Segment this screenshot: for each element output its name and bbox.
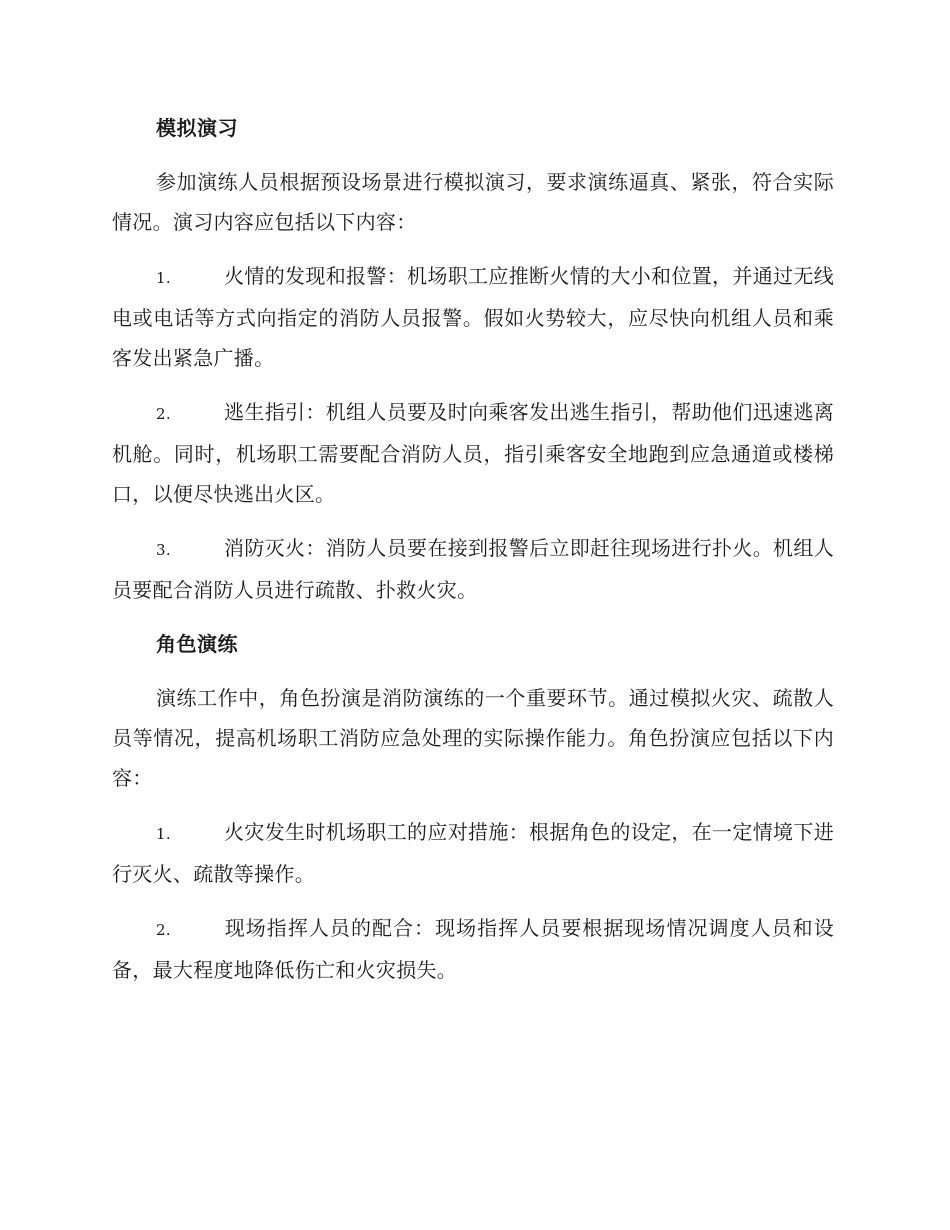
- list-item-text: 火灾发生时机场职工的应对措施：根据角色的设定，在一定情境下进行灭火、疏散等操作。: [112, 820, 834, 886]
- list-number: 1.: [156, 825, 171, 843]
- section-intro-paragraph: 演练工作中，角色扮演是消防演练的一个重要环节。通过模拟火灾、疏散人员等情况，提高机场职工消防应急处理的实际操作能力。角色扮演应包括以下内容：: [112, 686, 834, 790]
- list-item-text: 火情的发现和报警：机场职工应推断火情的大小和位置，并通过无线电或电话等方式向指定的消防人员报警。假如火势较大，应尽快向机组人员和乘客发出紧急广播。: [112, 264, 834, 370]
- list-item-text: 逃生指引：机组人员要及时向乘客发出逃生指引，帮助他们迅速逃离机舱。同时，机场职工需要配合消防人员，指引乘客安全地跑到应急通道或楼梯口，以便尽快逃出火区。: [112, 400, 834, 506]
- list-item: [112, 392, 834, 514]
- list-item: [112, 528, 834, 610]
- list-item: [112, 256, 834, 378]
- section-heading-role-drill: 角色演练: [156, 632, 238, 656]
- list-number: 2.: [156, 405, 171, 423]
- list-item-text: 现场指挥人员的配合：现场指挥人员要根据现场情况调度人员和设备，最大程度地降低伤亡和火灾损失。: [112, 916, 834, 982]
- section-intro-paragraph: 参加演练人员根据预设场景进行模拟演习，要求演练逼真、紧张，符合实际情况。演习内容应包括以下内容：: [112, 170, 834, 234]
- list-item: [112, 908, 834, 990]
- list-number: 3.: [156, 541, 171, 559]
- list-item: [112, 812, 834, 894]
- list-item-text: 消防灭火：消防人员要在接到报警后立即赶往现场进行扑火。机组人员要配合消防人员进行疏散、扑救火灾。: [112, 536, 834, 602]
- document-page: [112, 108, 834, 1004]
- list-number: 1.: [156, 269, 171, 287]
- section-heading-simulation-drill: 模拟演习: [156, 116, 238, 140]
- list-number: 2.: [156, 921, 171, 939]
